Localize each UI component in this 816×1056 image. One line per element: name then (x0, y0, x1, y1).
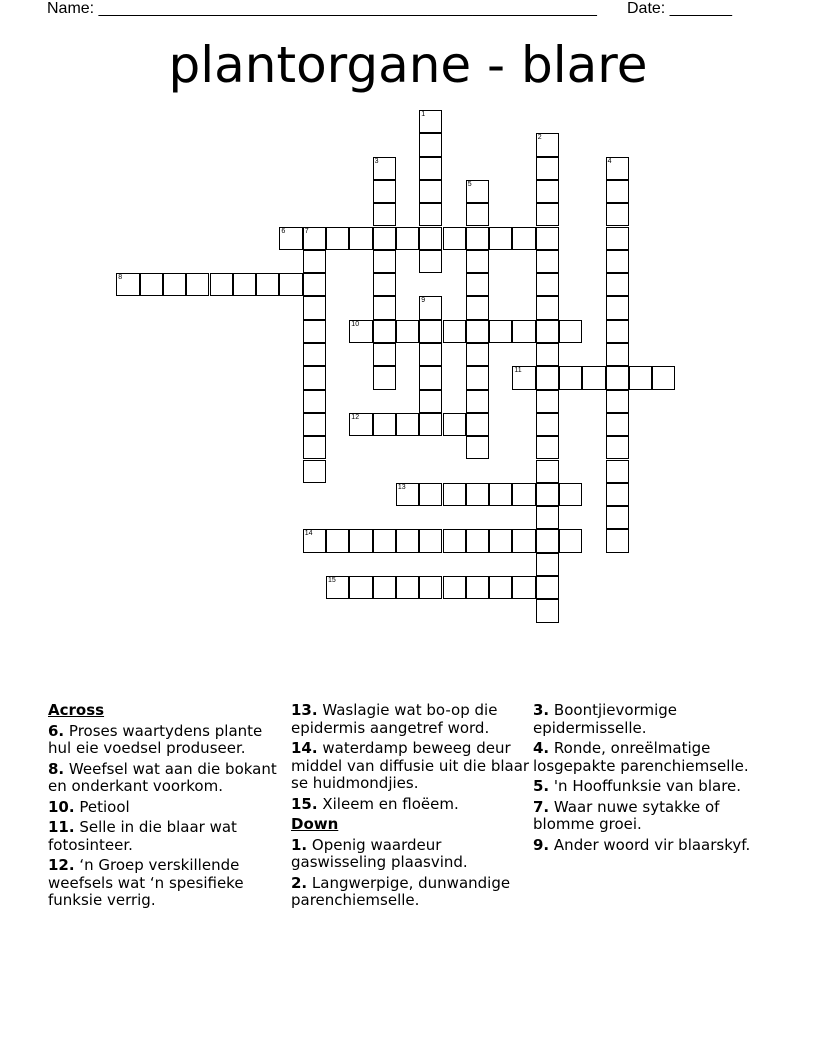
cell-number: 4 (607, 157, 612, 165)
grid-cell[interactable] (303, 460, 326, 483)
grid-cell[interactable] (512, 483, 535, 506)
name-line: ________________________________________________________ (98, 0, 597, 17)
clue-text: Proses waartydens plante hul eie voedsel produseer. (48, 721, 263, 757)
grid-cell[interactable] (349, 320, 372, 343)
grid-cell[interactable] (396, 320, 419, 343)
grid-cell[interactable] (652, 366, 675, 389)
grid-cell[interactable] (536, 227, 559, 250)
grid-cell[interactable] (210, 273, 233, 296)
grid-cell[interactable] (303, 273, 326, 296)
clue-text: ‘n Groep verskillende weefsels wat ‘n spesifieke funksie verrig. (48, 856, 244, 909)
clue-text: Boontjievormige epidermisselle. (533, 701, 678, 737)
clue-text: Selle in die blaar wat fotosinteer. (48, 818, 237, 854)
date-label: Date: (627, 0, 666, 17)
grid-cell[interactable] (559, 366, 582, 389)
grid-cell[interactable] (466, 576, 489, 599)
grid-cell[interactable] (466, 390, 489, 413)
grid-cell[interactable] (419, 529, 442, 552)
grid-cell[interactable] (512, 576, 535, 599)
grid-cell[interactable] (489, 529, 512, 552)
grid-cell[interactable] (419, 110, 442, 133)
grid-cell[interactable] (536, 436, 559, 459)
grid-cell[interactable] (536, 250, 559, 273)
grid-cell[interactable] (606, 180, 629, 203)
grid-cell[interactable] (443, 483, 466, 506)
cell-number: 10 (351, 320, 360, 328)
cell-number: 11 (514, 367, 522, 375)
grid-cell[interactable] (536, 133, 559, 156)
grid-cell[interactable] (303, 390, 326, 413)
grid-cell[interactable] (256, 273, 279, 296)
date-line: _______ (669, 0, 732, 17)
clue-number: 6. (48, 721, 65, 740)
grid-cell[interactable] (373, 413, 396, 436)
grid-cell[interactable] (373, 227, 396, 250)
grid-cell[interactable] (349, 576, 372, 599)
grid-cell[interactable] (303, 343, 326, 366)
grid-cell[interactable] (349, 529, 372, 552)
grid-cell[interactable] (536, 203, 559, 226)
grid-cell[interactable] (512, 320, 535, 343)
clue-number: 4. (533, 739, 550, 757)
cell-number: 7 (304, 227, 309, 235)
grid-cell[interactable] (279, 227, 302, 250)
grid-cell[interactable] (536, 320, 559, 343)
clue-number: 15. (291, 794, 318, 813)
grid-cell[interactable] (536, 157, 559, 180)
cell-number: 2 (537, 134, 542, 142)
grid-cell[interactable] (606, 506, 629, 529)
grid-cell[interactable] (373, 296, 396, 319)
clue-across-12 (48, 857, 288, 910)
grid-cell[interactable] (373, 529, 396, 552)
clue-down-5 (533, 778, 773, 796)
clue-across-13 (291, 702, 531, 737)
grid-cell[interactable] (233, 273, 256, 296)
grid-cell[interactable] (606, 343, 629, 366)
grid-cell[interactable] (466, 320, 489, 343)
cell-number: 8 (118, 274, 123, 282)
grid-cell[interactable] (536, 296, 559, 319)
grid-cell[interactable] (489, 227, 512, 250)
down-heading: Down (291, 815, 339, 833)
grid-cell[interactable] (373, 320, 396, 343)
grid-cell[interactable] (512, 366, 535, 389)
grid-cell[interactable] (419, 227, 442, 250)
grid-cell[interactable] (536, 460, 559, 483)
grid-cell[interactable] (559, 529, 582, 552)
grid-cell[interactable] (629, 366, 652, 389)
grid-cell[interactable] (536, 180, 559, 203)
clue-number: 9. (533, 835, 550, 854)
grid-cell[interactable] (419, 366, 442, 389)
grid-cell[interactable] (466, 436, 489, 459)
grid-cell[interactable] (466, 180, 489, 203)
grid-cell[interactable] (606, 296, 629, 319)
grid-cell[interactable] (419, 483, 442, 506)
grid-cell[interactable] (419, 133, 442, 156)
grid-cell[interactable] (373, 250, 396, 273)
clue-across-6 (48, 723, 288, 758)
grid-cell[interactable] (303, 227, 326, 250)
grid-cell[interactable] (279, 273, 302, 296)
grid-cell[interactable] (373, 343, 396, 366)
grid-cell[interactable] (303, 529, 326, 552)
clue-number: 13. (291, 701, 318, 719)
grid-cell[interactable] (326, 529, 349, 552)
grid-cell[interactable] (606, 483, 629, 506)
clue-number: 14. (291, 739, 318, 757)
grid-cell[interactable] (606, 203, 629, 226)
grid-cell[interactable] (116, 273, 139, 296)
clue-across-10 (48, 799, 288, 817)
grid-cell[interactable] (419, 296, 442, 319)
grid-cell[interactable] (303, 436, 326, 459)
clue-number: 3. (533, 701, 550, 719)
clue-number: 7. (533, 797, 550, 816)
cell-number: 12 (351, 413, 360, 421)
cell-number: 9 (421, 297, 426, 305)
grid-cell[interactable] (163, 273, 186, 296)
cell-number: 3 (374, 157, 379, 165)
grid-cell[interactable] (536, 390, 559, 413)
grid-cell[interactable] (303, 320, 326, 343)
clue-across-8 (48, 761, 288, 796)
clue-text: Openig waardeur gaswisseling plaasvind. (291, 835, 468, 871)
clue-across-15 (291, 796, 531, 814)
clue-number: 2. (291, 873, 308, 892)
grid-cell[interactable] (419, 413, 442, 436)
grid-cell[interactable] (606, 273, 629, 296)
clue-number: 1. (291, 835, 308, 854)
grid-cell[interactable] (419, 576, 442, 599)
name-label: Name: (47, 0, 95, 17)
cell-number: 5 (467, 180, 472, 188)
clue-text: Xileem en floëem. (322, 794, 459, 813)
grid-cell[interactable] (536, 506, 559, 529)
grid-cell[interactable] (443, 529, 466, 552)
grid-cell[interactable] (536, 576, 559, 599)
clue-down-9 (533, 837, 773, 855)
grid-cell[interactable] (303, 296, 326, 319)
grid-cell[interactable] (396, 576, 419, 599)
clue-column-2 (291, 702, 531, 913)
clue-column-3 (533, 702, 773, 857)
clue-down-1 (291, 837, 531, 872)
clue-text: Waslagie wat bo-op die epidermis aangetref word. (291, 701, 498, 737)
grid-cell[interactable] (466, 296, 489, 319)
grid-cell[interactable] (303, 413, 326, 436)
grid-cell[interactable] (443, 320, 466, 343)
grid-cell[interactable] (326, 576, 349, 599)
grid-cell[interactable] (466, 343, 489, 366)
grid-cell[interactable] (466, 483, 489, 506)
cell-number: 14 (304, 530, 313, 538)
clue-number: 5. (533, 777, 550, 795)
grid-cell[interactable] (466, 250, 489, 273)
grid-cell[interactable] (443, 227, 466, 250)
grid-cell[interactable] (349, 227, 372, 250)
cell-number: 1 (421, 111, 426, 118)
grid-cell[interactable] (606, 250, 629, 273)
grid-cell[interactable] (489, 576, 512, 599)
grid-cell[interactable] (536, 529, 559, 552)
grid-cell[interactable] (536, 413, 559, 436)
clue-down-7 (533, 799, 773, 834)
grid-cell[interactable] (606, 320, 629, 343)
grid-cell[interactable] (536, 366, 559, 389)
grid-cell[interactable] (466, 529, 489, 552)
clue-number: 10. (48, 797, 75, 816)
grid-cell[interactable] (419, 250, 442, 273)
grid-cell[interactable] (396, 529, 419, 552)
clue-number: 8. (48, 759, 65, 778)
grid-cell[interactable] (140, 273, 163, 296)
grid-cell[interactable] (582, 366, 605, 389)
grid-cell[interactable] (303, 366, 326, 389)
grid-cell[interactable] (303, 250, 326, 273)
grid-cell[interactable] (536, 273, 559, 296)
grid-cell[interactable] (373, 203, 396, 226)
clue-across-11 (48, 819, 288, 854)
grid-cell[interactable] (559, 483, 582, 506)
clue-across-14 (291, 740, 531, 793)
grid-cell[interactable] (536, 599, 559, 622)
grid-cell[interactable] (466, 413, 489, 436)
page-title: plantorgane - blare (168, 36, 648, 94)
clue-column-1 (48, 702, 288, 913)
grid-cell[interactable] (536, 343, 559, 366)
grid-cell[interactable] (606, 436, 629, 459)
grid-cell[interactable] (606, 366, 629, 389)
grid-cell[interactable] (419, 157, 442, 180)
grid-cell[interactable] (466, 227, 489, 250)
grid-cell[interactable] (489, 320, 512, 343)
clue-text: Waar nuwe sytakke of blomme groei. (533, 797, 720, 833)
grid-cell[interactable] (606, 227, 629, 250)
cell-number: 6 (281, 227, 286, 235)
grid-cell[interactable] (606, 390, 629, 413)
grid-cell[interactable] (466, 273, 489, 296)
grid-cell[interactable] (349, 413, 372, 436)
grid-cell[interactable] (536, 483, 559, 506)
clue-text: Ronde, onreëlmatige losgepakte parenchiemselle. (533, 739, 749, 775)
clue-text: Ander woord vir blaarskyf. (553, 835, 751, 854)
grid-cell[interactable] (512, 227, 535, 250)
grid-cell[interactable] (606, 460, 629, 483)
clue-number: 11. (48, 818, 75, 836)
clue-number: 12. (48, 856, 75, 874)
grid-cell[interactable] (186, 273, 209, 296)
grid-cell[interactable] (373, 576, 396, 599)
grid-cell[interactable] (512, 529, 535, 552)
grid-cell[interactable] (419, 343, 442, 366)
grid-cell[interactable] (466, 366, 489, 389)
grid-cell[interactable] (489, 483, 512, 506)
cell-number: 15 (328, 577, 336, 584)
grid-cell[interactable] (373, 273, 396, 296)
grid-cell[interactable] (419, 390, 442, 413)
clue-down-4 (533, 740, 773, 775)
clue-text: waterdamp beweeg deur middel van diffusie uit die blaar se huidmondjies. (291, 739, 530, 792)
grid-cell[interactable] (559, 320, 582, 343)
grid-cell[interactable] (373, 366, 396, 389)
across-heading: Across (48, 701, 105, 719)
clue-down-3 (533, 702, 773, 737)
grid-cell[interactable] (466, 203, 489, 226)
grid-cell[interactable] (536, 553, 559, 576)
clue-down-2 (291, 875, 531, 910)
grid-cell[interactable] (373, 157, 396, 180)
grid-cell[interactable] (396, 483, 419, 506)
grid-cell[interactable] (396, 227, 419, 250)
clue-text: Petiool (79, 797, 130, 816)
grid-cell[interactable] (443, 576, 466, 599)
grid-cell[interactable] (606, 413, 629, 436)
grid-cell[interactable] (373, 180, 396, 203)
grid-cell[interactable] (443, 413, 466, 436)
grid-cell[interactable] (419, 180, 442, 203)
clue-text: Langwerpige, dunwandige parenchiemselle. (291, 873, 511, 909)
grid-cell[interactable] (326, 227, 349, 250)
grid-cell[interactable] (419, 203, 442, 226)
grid-cell[interactable] (606, 529, 629, 552)
clue-text: Weefsel wat aan die bokant en onderkant voorkom. (48, 759, 277, 795)
grid-cell[interactable] (396, 413, 419, 436)
cell-number: 13 (397, 483, 406, 491)
grid-cell[interactable] (606, 157, 629, 180)
clue-text: 'n Hooffunksie van blare. (553, 777, 742, 795)
grid-cell[interactable] (419, 320, 442, 343)
